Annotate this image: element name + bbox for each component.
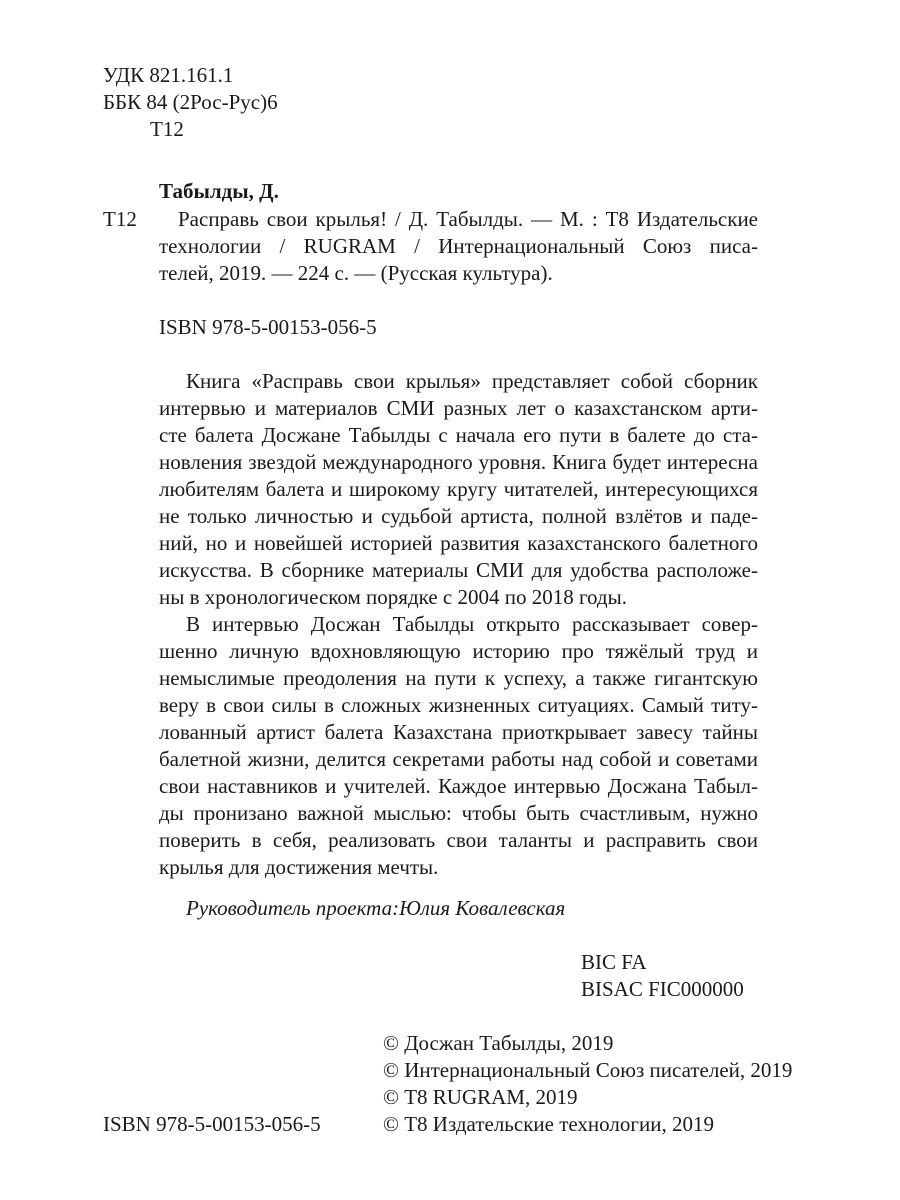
copyright-line: © Т8 RUGRAM, 2019 <box>383 1085 578 1109</box>
annotation-line: новления звездой международного уровня. Книга будет интересна <box>159 450 758 474</box>
annotation-line: искусства. В сборнике материалы СМИ для удобства расположе- <box>159 558 758 582</box>
annotation-line: балетной жизни, делится секретами работы над собой и советами <box>159 747 758 771</box>
copyright-list <box>383 1030 792 1138</box>
bic-code: BIC FA <box>581 950 647 974</box>
annotation-line: сте балета Досжане Табылды с начала его пути в балете до ста- <box>159 423 758 447</box>
annotation-line: поверить в себя, реализовать свои таланты и расправить свои <box>159 828 758 852</box>
annotation-line: лованный артист балета Казахстана приоткрывает завесу тайны <box>159 720 758 744</box>
copyright-line: © Интернациональный Союз писателей, 2019 <box>383 1058 793 1082</box>
annotation-line: ны в хронологическом порядке с 2004 по 2018 годы. <box>159 585 627 609</box>
copyright-line: © Т8 Издательские технологии, 2019 <box>383 1112 714 1136</box>
bbk-code: ББК 84 (2Рос-Рус)6 <box>103 90 278 114</box>
bisac-code: BISAC FIC000000 <box>581 977 744 1001</box>
bibliography-line-1: Расправь свои крылья! / Д. Табылды. — М. : Т8 Издательские <box>178 207 758 231</box>
annotation-line: шенно личную вдохновляющую историю про тяжёлый труд и <box>159 639 758 663</box>
annotation-line: Книга «Расправь свои крылья» представляет собой сборник <box>186 369 758 393</box>
copyright-line: © Досжан Табылды, 2019 <box>383 1031 614 1055</box>
annotation-line: любителям балета и широкому кругу читателей, интересующихся <box>159 477 758 501</box>
bibliography-mark: Т12 <box>103 207 137 231</box>
annotation-line: свои наставников и учителей. Каждое интервью Досжана Табыл- <box>159 774 758 798</box>
annotation-paragraph-2 <box>159 611 758 881</box>
bibliography-line-2: технологии / RUGRAM / Интернациональный Союз писа- <box>159 234 758 258</box>
bibliography-line-3: телей, 2019. — 224 с. — (Русская культура). <box>159 261 553 285</box>
annotation-line: не только личностью и судьбой артиста, полной взлётов и паде- <box>159 504 758 528</box>
author-name: Табылды, Д. <box>159 179 279 203</box>
annotation-line: ний, но и новейшей историей развития казахстанского балетного <box>159 531 758 555</box>
isbn-top: ISBN 978-5-00153-056-5 <box>159 315 377 339</box>
annotation-line: веру в свои силы в сложных жизненных ситуациях. Самый титу- <box>159 693 758 717</box>
isbn-bottom: ISBN 978-5-00153-056-5 <box>103 1112 321 1136</box>
annotation-line: интервью и материалов СМИ разных лет о казахстанском арти- <box>159 396 758 420</box>
annotation-paragraph-1 <box>159 368 758 611</box>
annotation-line: В интервью Досжан Табылды открыто рассказывает совер- <box>186 612 758 636</box>
annotation-line: крылья для достижения мечты. <box>159 855 439 879</box>
udk-code: УДК 821.161.1 <box>103 63 234 87</box>
project-lead: Руководитель проекта:Юлия Ковалевская <box>186 896 566 920</box>
annotation-line: ды пронизано важной мыслью: чтобы быть счастливым, нужно <box>159 801 758 825</box>
author-mark: Т12 <box>150 117 184 141</box>
annotation-line: немыслимые преодоления на пути к успеху, а также гигантскую <box>159 666 758 690</box>
